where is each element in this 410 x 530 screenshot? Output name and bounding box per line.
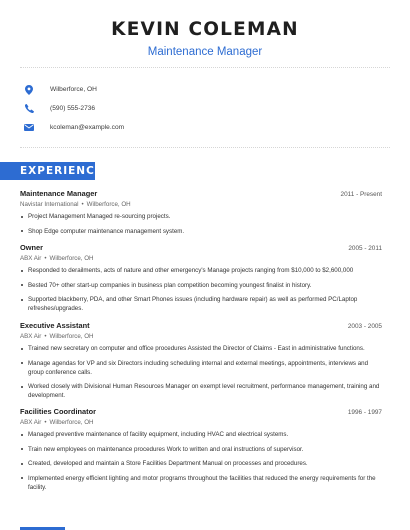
job-bullet: Implemented energy efficient lighting and motor programs throughout the facilities that reduced the energy requirements for the facility. bbox=[20, 474, 382, 492]
job-entry bbox=[20, 407, 382, 497]
candidate-name: KEVIN COLEMAN bbox=[111, 19, 299, 40]
job-company: ABX Air bbox=[20, 419, 42, 426]
job-location: Wilberforce, OH bbox=[49, 333, 94, 340]
contact-phone bbox=[20, 99, 390, 118]
envelope-icon bbox=[22, 121, 36, 135]
job-bullet: Bested 70+ other start-up companies in business plan competition becoming youngest finalist in history. bbox=[20, 281, 382, 290]
job-company-line: Navistar International • Wilberforce, OH bbox=[20, 201, 131, 208]
contact-divider bbox=[20, 147, 390, 148]
job-company-line: ABX Air • Wilberforce, OH bbox=[20, 255, 94, 262]
job-bullet: Managed preventive maintenance of facility equipment, including HVAC and electrical systems. bbox=[20, 430, 382, 439]
job-title-heading: Maintenance Manager bbox=[147, 46, 263, 58]
job-bullets bbox=[20, 344, 382, 401]
location-pin-icon bbox=[22, 83, 36, 97]
job-bullet: Trained new secretary on computer and office procedures Assisted the Director of Claims - East in administrative functions. bbox=[20, 344, 382, 353]
job-bullets bbox=[20, 212, 382, 236]
job-company-line: ABX Air • Wilberforce, OH bbox=[20, 333, 94, 340]
job-company: ABX Air bbox=[20, 255, 42, 262]
job-bullet: Responded to derailments, acts of nature and other emergency's Manage projects ranging from $10,000 to $2,600,000 bbox=[20, 266, 382, 275]
job-company-line: ABX Air • Wilberforce, OH bbox=[20, 419, 94, 426]
job-entry bbox=[20, 189, 382, 241]
job-company: Navistar International bbox=[20, 201, 79, 208]
job-location: Wilberforce, OH bbox=[49, 419, 94, 426]
job-title: Maintenance Manager bbox=[20, 189, 98, 198]
phone-text: (590) 555-2736 bbox=[50, 105, 96, 112]
job-bullet: Supported blackberry, PDA, and other Smart Phones issues (including hardware repair) as well as performed PC/Laptop refreshes/upgrades. bbox=[20, 295, 382, 313]
job-company: ABX Air bbox=[20, 333, 42, 340]
job-title: Executive Assistant bbox=[20, 321, 90, 330]
job-bullets bbox=[20, 430, 382, 492]
job-bullet: Project Management Managed re-sourcing projects. bbox=[20, 212, 382, 221]
job-bullet: Manage agendas for VP and six Directors including scheduling internal and external meetings, appointments, interviews and group conference calls. bbox=[20, 359, 382, 377]
job-bullet: Created, developed and maintain a Store Facilities Department Manual on processes and procedures. bbox=[20, 459, 382, 468]
job-dates: 2003 - 2005 bbox=[347, 323, 382, 330]
resume-header bbox=[0, 0, 410, 59]
job-bullet: Worked closely with Divisional Human Resources Manager on exempt level recruitment, performance management, training and development. bbox=[20, 382, 382, 400]
contact-list bbox=[20, 80, 390, 137]
job-entry bbox=[20, 243, 382, 319]
job-title: Owner bbox=[20, 243, 43, 252]
header-divider bbox=[20, 67, 390, 68]
job-entry bbox=[20, 321, 382, 406]
phone-icon bbox=[22, 102, 36, 116]
job-location: Wilberforce, OH bbox=[49, 255, 94, 262]
job-dates: 1996 - 1997 bbox=[347, 409, 382, 416]
email-text: kcoleman@example.com bbox=[50, 124, 125, 131]
job-location: Wilberforce, OH bbox=[86, 201, 131, 208]
job-title: Facilities Coordinator bbox=[20, 407, 96, 416]
section-title-experience: EXPERIENCE bbox=[20, 165, 103, 177]
contact-email bbox=[20, 118, 390, 137]
job-dates: 2005 - 2011 bbox=[348, 245, 382, 252]
job-bullets bbox=[20, 266, 382, 313]
location-text: Wilberforce, OH bbox=[50, 86, 97, 93]
job-bullet: Shop Edge computer maintenance management system. bbox=[20, 227, 382, 236]
contact-location bbox=[20, 80, 390, 99]
job-dates: 2011 - Present bbox=[340, 191, 382, 198]
job-bullet: Train new employees on maintenance procedures Work to written and oral instructions of supervisor. bbox=[20, 445, 382, 454]
